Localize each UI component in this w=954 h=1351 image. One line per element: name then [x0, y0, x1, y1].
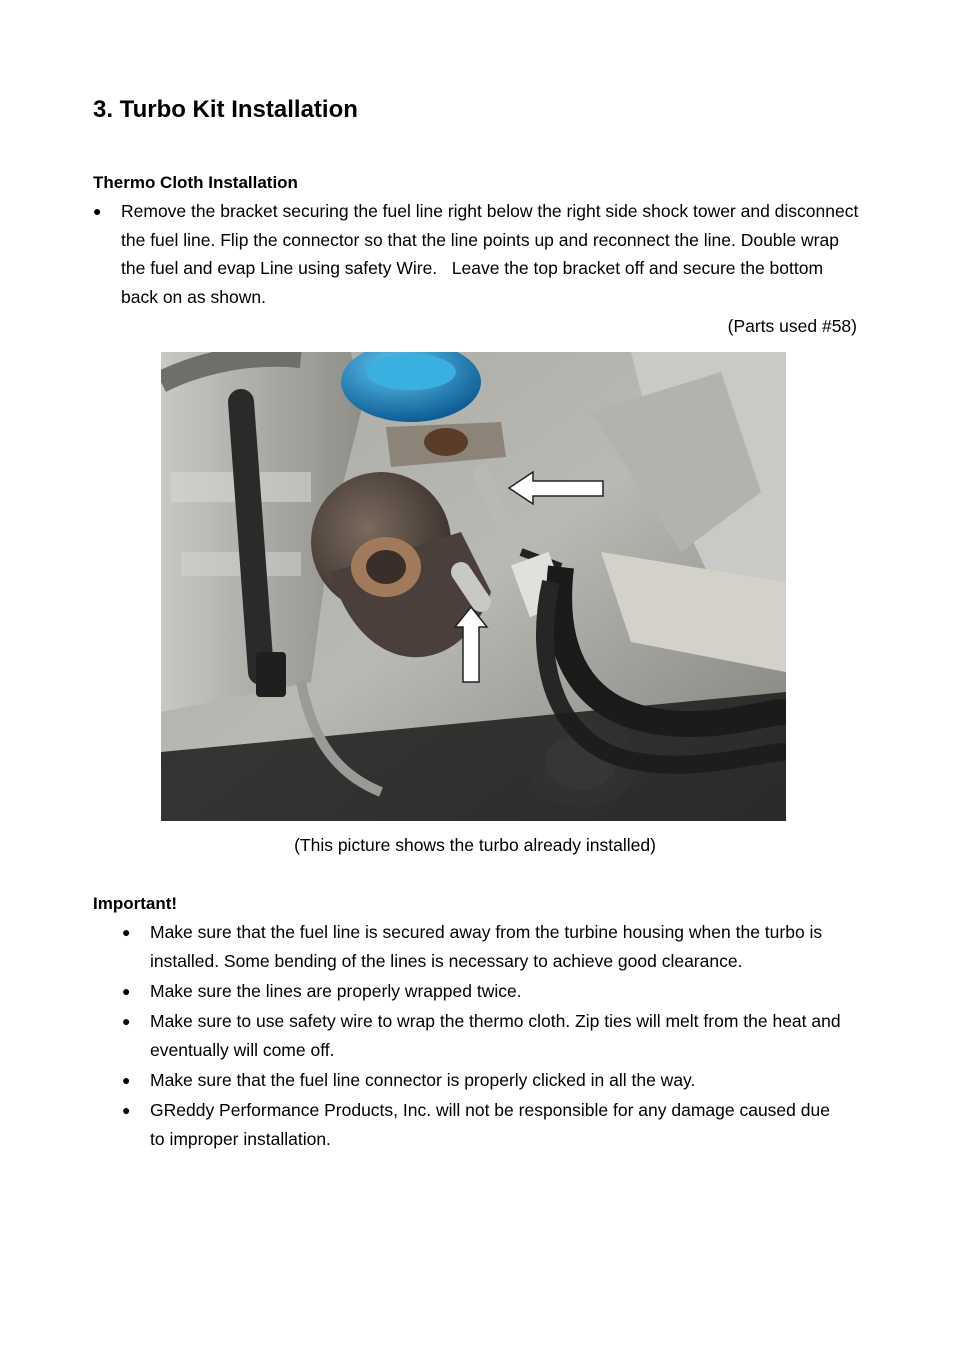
bullet-dot-icon: ●: [122, 1013, 131, 1030]
list-item-text: Make sure that the fuel line is secured away from the turbine housing when the turbo is installed. Some bending of the lines is necessary to achieve good clearance.: [150, 922, 823, 971]
thermo-cloth-list: [93, 197, 863, 312]
list-item: [122, 1007, 842, 1064]
important-list: [122, 918, 842, 1155]
bullet-dot-icon: ●: [122, 1102, 131, 1119]
parts-used-note: (Parts used #58): [727, 316, 857, 336]
list-item: [122, 1096, 842, 1153]
list-item-text: Make sure to use safety wire to wrap the thermo cloth. Zip ties will melt from the heat and eventually will come off.: [150, 1011, 841, 1060]
bullet-dot-icon: ●: [93, 203, 102, 219]
photo-caption: (This picture shows the turbo already installed): [294, 835, 656, 855]
list-item-text: Make sure the lines are properly wrapped twice.: [150, 980, 522, 1001]
engine-bay-photo: [161, 352, 786, 821]
bullet-dot-icon: ●: [122, 982, 131, 999]
page-title: 3. Turbo Kit Installation: [93, 96, 358, 123]
thermo-cloth-heading: Thermo Cloth Installation: [93, 173, 298, 192]
list-item-text: GReddy Performance Products, Inc. will not be responsible for any damage caused due to improper installation.: [150, 1100, 830, 1149]
bullet-dot-icon: ●: [122, 1072, 131, 1089]
important-heading: Important!: [93, 894, 178, 913]
list-item: [93, 197, 863, 312]
engine-bay-illustration: [161, 352, 786, 821]
list-item-text: Make sure that the fuel line connector is properly clicked in all the way.: [150, 1070, 696, 1091]
bullet-dot-icon: ●: [122, 924, 131, 940]
list-item: [122, 977, 842, 1006]
list-item-text: Remove the bracket securing the fuel line right below the right side shock tower and disconnect the fuel line. Flip the connector so that the line points up and reconnect the line. Double wrap the fuel and evap Line using safety Wire. Leave the top bracket off and secure the bottom back on as shown.: [121, 201, 859, 308]
list-item: [122, 918, 842, 975]
list-item: [122, 1066, 842, 1095]
